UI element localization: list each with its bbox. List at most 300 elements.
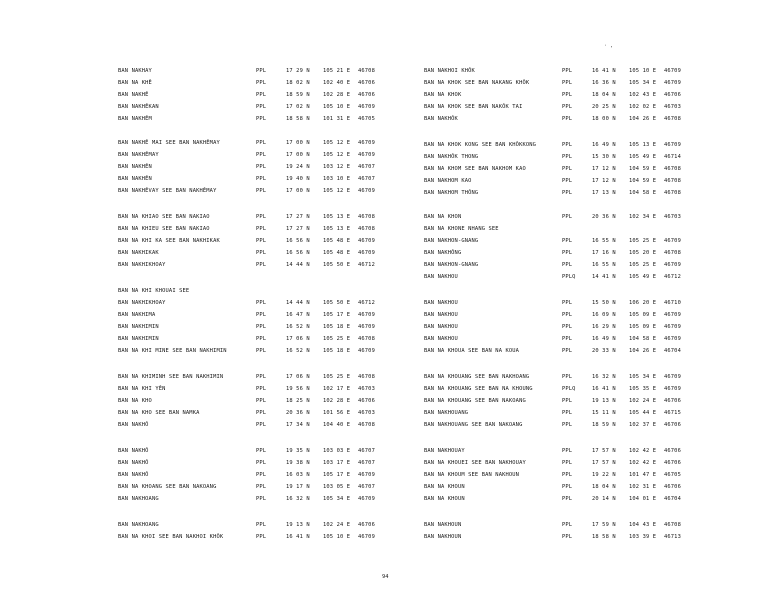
entry-lon: 104 43 E (629, 522, 657, 528)
entry-map: 46709 (358, 534, 375, 540)
entry-name: BAN NAKHOANG (118, 496, 159, 502)
entry-lon: 102 28 E (323, 398, 351, 404)
entry-name: BAN NAKHIKHOAY (118, 300, 166, 306)
entry-cls: PPL (562, 422, 573, 428)
entry-name: BAN NA KHI KA SEE BAN NAKHIKAK (118, 238, 220, 244)
entry-lat: 14 44 N (286, 300, 310, 306)
entry-cls: PPL (256, 422, 267, 428)
entry-map: 46708 (664, 522, 681, 528)
entry-map: 46708 (358, 374, 375, 380)
entry-map: 46708 (664, 190, 681, 196)
entry-cls: PPL (562, 496, 573, 502)
entry-lon: 104 58 E (629, 336, 657, 342)
entry-map: 46706 (358, 522, 375, 528)
entry-lat: 17 02 N (286, 104, 310, 110)
entry-lat: 15 11 N (592, 410, 616, 416)
corner-mark: · , (604, 43, 614, 49)
entry-lon: 104 59 E (629, 178, 657, 184)
entry-lat: 16 09 N (592, 312, 616, 318)
entry-name: BAN NA KHI KHOUAI SEE (118, 288, 190, 294)
entry-name: BAN NAKHÔ (118, 460, 149, 466)
entry-lon: 103 03 E (323, 448, 351, 454)
entry-cls: PPL (256, 164, 267, 170)
page-number: 94 (382, 574, 389, 580)
entry-lat: 16 49 N (592, 142, 616, 148)
entry-lon: 104 40 E (323, 422, 351, 428)
entry-name: BAN NA KHOANG SEE BAN NAKOANG (118, 484, 217, 490)
entry-map: 46709 (358, 104, 375, 110)
entry-map: 46709 (358, 250, 375, 256)
entry-cls: PPL (562, 116, 573, 122)
entry-lat: 18 59 N (286, 92, 310, 98)
entry-cls: PPL (256, 92, 267, 98)
entry-cls: PPL (256, 522, 267, 528)
entry-lon: 103 17 E (323, 460, 351, 466)
entry-lon: 105 12 E (323, 152, 351, 158)
entry-name: BAN NAKHÊMAY (118, 152, 159, 158)
entry-lat: 17 12 N (592, 166, 616, 172)
entry-lat: 19 38 N (286, 460, 310, 466)
entry-name: BAN NA KHI YÊN (118, 386, 166, 392)
entry-name: BAN NA KHOUEI SEE BAN NAKHOUAY (424, 460, 526, 466)
entry-lon: 102 34 E (629, 214, 657, 220)
entry-cls: PPL (562, 312, 573, 318)
entry-lat: 16 41 N (592, 68, 616, 74)
entry-name: BAN NA KHI MINE SEE BAN NAKHIMIN (118, 348, 227, 354)
entry-cls: PPL (562, 324, 573, 330)
entry-map: 46709 (664, 68, 681, 74)
entry-lon: 103 05 E (323, 484, 351, 490)
entry-cls: PPL (256, 152, 267, 158)
entry-lon: 105 13 E (629, 142, 657, 148)
entry-lat: 18 58 N (286, 116, 310, 122)
entry-name: BAN NAKHÊKAN (118, 104, 159, 110)
entry-cls: PPL (562, 92, 573, 98)
entry-cls: PPL (256, 484, 267, 490)
entry-cls: PPL (562, 410, 573, 416)
entry-name: BAN NAKHIKHOAY (118, 262, 166, 268)
entry-map: 46708 (664, 178, 681, 184)
entry-map: 46703 (358, 410, 375, 416)
entry-name: BAN NAKHON-GNANG (424, 262, 479, 268)
entry-lat: 14 44 N (286, 262, 310, 268)
entry-lat: 16 55 N (592, 262, 616, 268)
entry-map: 46709 (358, 472, 375, 478)
entry-name: BAN NA KHONE NHANG SEE (424, 226, 499, 232)
entry-lon: 104 59 E (629, 166, 657, 172)
entry-cls: PPL (256, 348, 267, 354)
entry-lon: 105 20 E (629, 250, 657, 256)
entry-lat: 16 32 N (592, 374, 616, 380)
entry-name: BAN NA KHOI SEE BAN NAKHOI KHÔK (118, 534, 224, 540)
entry-map: 46706 (664, 398, 681, 404)
entry-lon: 105 13 E (323, 226, 351, 232)
entry-lon: 105 10 E (323, 534, 351, 540)
entry-lon: 104 01 E (629, 496, 657, 502)
entry-cls: PPL (256, 116, 267, 122)
entry-name: BAN NAKHOUN (424, 534, 462, 540)
entry-name: BAN NA KHOUANG SEE BAN NA KHOUNG (424, 386, 533, 392)
entry-cls: PPL (562, 472, 573, 478)
entry-lat: 16 55 N (592, 238, 616, 244)
entry-cls: PPL (562, 262, 573, 268)
entry-lon: 104 58 E (629, 190, 657, 196)
entry-lon: 105 10 E (629, 68, 657, 74)
entry-lon: 105 12 E (323, 140, 351, 146)
entry-lon: 105 48 E (323, 238, 351, 244)
entry-map: 46708 (664, 250, 681, 256)
entry-lon: 105 25 E (629, 262, 657, 268)
entry-name: BAN NAKHOU (424, 336, 458, 342)
entry-lon: 105 21 E (323, 68, 351, 74)
entry-lon: 105 34 E (323, 496, 351, 502)
entry-lon: 105 25 E (323, 336, 351, 342)
entry-map: 46708 (358, 214, 375, 220)
entry-name: BAN NAKHÊN (118, 164, 152, 170)
entry-lon: 105 49 E (629, 154, 657, 160)
entry-lat: 14 41 N (592, 274, 616, 280)
entry-map: 46704 (664, 348, 681, 354)
entry-name: BAN NAKHÊ (118, 92, 149, 98)
entry-lat: 17 13 N (592, 190, 616, 196)
entry-lon: 105 17 E (323, 312, 351, 318)
entry-lat: 15 30 N (592, 154, 616, 160)
entry-lon: 105 50 E (323, 262, 351, 268)
entry-lat: 19 13 N (592, 398, 616, 404)
entry-cls: PPL (256, 534, 267, 540)
entry-lat: 16 49 N (592, 336, 616, 342)
entry-lat: 18 04 N (592, 484, 616, 490)
entry-lon: 102 40 E (323, 80, 351, 86)
entry-lat: 17 57 N (592, 460, 616, 466)
entry-name: BAN NAKHIMIN (118, 324, 159, 330)
entry-map: 46709 (358, 496, 375, 502)
entry-map: 46707 (358, 484, 375, 490)
entry-lon: 102 17 E (323, 386, 351, 392)
entry-lat: 17 00 N (286, 188, 310, 194)
entry-cls: PPL (256, 226, 267, 232)
entry-lat: 19 22 N (592, 472, 616, 478)
entry-lat: 18 25 N (286, 398, 310, 404)
entry-name: BAN NAKHIMA (118, 312, 156, 318)
entry-lat: 18 02 N (286, 80, 310, 86)
entry-map: 46712 (358, 262, 375, 268)
entry-cls: PPL (562, 178, 573, 184)
entry-cls: PPL (562, 142, 573, 148)
entry-lon: 105 49 E (629, 274, 657, 280)
entry-cls: PPL (256, 374, 267, 380)
entry-lat: 18 04 N (592, 92, 616, 98)
entry-map: 46708 (664, 166, 681, 172)
entry-lat: 17 29 N (286, 68, 310, 74)
entry-cls: PPL (562, 238, 573, 244)
entry-map: 46713 (664, 534, 681, 540)
entry-lon: 101 56 E (323, 410, 351, 416)
entry-map: 46708 (358, 336, 375, 342)
entry-lat: 19 35 N (286, 448, 310, 454)
entry-cls: PPL (256, 80, 267, 86)
entry-cls: PPL (256, 398, 267, 404)
entry-name: BAN NAKHÊ MAI SEE BAN NAKHÊMAY (118, 140, 220, 146)
entry-lon: 101 47 E (629, 472, 657, 478)
entry-lat: 17 00 N (286, 140, 310, 146)
entry-name: BAN NAKHÔ (118, 472, 149, 478)
entry-lat: 19 56 N (286, 386, 310, 392)
entry-cls: PPL (256, 472, 267, 478)
entry-lat: 16 41 N (592, 386, 616, 392)
entry-name: BAN NAKHOM KAO (424, 178, 472, 184)
entry-name: BAN NA KHIEU SEE BAN NAKIAO (118, 226, 210, 232)
entry-lat: 16 41 N (286, 534, 310, 540)
entry-name: BAN NA KHOUANG SEE BAN NAKHOANG (424, 374, 530, 380)
entry-cls: PPL (562, 484, 573, 490)
entry-cls: PPL (256, 300, 267, 306)
entry-name: BAN NAKHOU (424, 324, 458, 330)
entry-map: 46709 (664, 312, 681, 318)
entry-lat: 17 00 N (286, 152, 310, 158)
entry-map: 46705 (664, 472, 681, 478)
entry-lat: 20 33 N (592, 348, 616, 354)
entry-cls: PPL (562, 336, 573, 342)
entry-name: BAN NA KHO SEE BAN NAMKA (118, 410, 200, 416)
entry-lon: 102 28 E (323, 92, 351, 98)
entry-map: 46709 (358, 312, 375, 318)
entry-cls: PPL (562, 250, 573, 256)
entry-map: 46709 (664, 324, 681, 330)
entry-lat: 20 25 N (592, 104, 616, 110)
entry-cls: PPL (256, 386, 267, 392)
entry-cls: PPL (256, 214, 267, 220)
entry-cls: PPL (562, 460, 573, 466)
entry-lat: 15 50 N (592, 300, 616, 306)
entry-map: 46707 (358, 448, 375, 454)
entry-name: BAN NAKHOU (424, 274, 458, 280)
entry-name: BAN NAKHÊVAY SEE BAN NAKHÊMAY (118, 188, 217, 194)
entry-cls: PPL (256, 460, 267, 466)
entry-map: 46704 (664, 496, 681, 502)
entry-lon: 105 10 E (323, 104, 351, 110)
entry-lon: 105 25 E (323, 374, 351, 380)
entry-name: BAN NAKHOUAY (424, 448, 465, 454)
entry-cls: PPL (562, 374, 573, 380)
entry-lon: 105 12 E (323, 188, 351, 194)
entry-lon: 102 24 E (323, 522, 351, 528)
entry-cls: PPL (562, 348, 573, 354)
entry-name: BAN NAKHOU (424, 312, 458, 318)
entry-name: BAN NAKHOM THÔNG (424, 190, 479, 196)
entry-cls: PPL (256, 262, 267, 268)
entry-name: BAN NA KHOK SEE BAN NAKANG KHÔK (424, 80, 530, 86)
entry-cls: PPL (562, 300, 573, 306)
entry-map: 46705 (358, 116, 375, 122)
entry-name: BAN NAKHOUANG (424, 410, 469, 416)
entry-map: 46706 (358, 398, 375, 404)
entry-lon: 105 09 E (629, 312, 657, 318)
entry-map: 46709 (358, 152, 375, 158)
entry-lat: 16 52 N (286, 324, 310, 330)
entry-lon: 105 48 E (323, 250, 351, 256)
entry-name: BAN NAKHON-GNANG (424, 238, 479, 244)
entry-map: 46709 (664, 262, 681, 268)
entry-map: 46706 (664, 422, 681, 428)
entry-lat: 16 56 N (286, 250, 310, 256)
entry-cls: PPL (562, 154, 573, 160)
entry-map: 46703 (664, 214, 681, 220)
entry-cls: PPL (562, 104, 573, 110)
entry-map: 46715 (664, 410, 681, 416)
entry-name: BAN NAKHOU (424, 300, 458, 306)
entry-cls: PPL (256, 238, 267, 244)
entry-name: BAN NAKHÔ (118, 448, 149, 454)
entry-name: BAN NA KHIMINH SEE BAN NAKHIMIN (118, 374, 224, 380)
entry-map: 46707 (358, 176, 375, 182)
entry-name: BAN NA KHO (118, 398, 152, 404)
entry-lat: 19 17 N (286, 484, 310, 490)
entry-cls: PPL (256, 250, 267, 256)
entry-lat: 16 36 N (592, 80, 616, 86)
entry-name: BAN NA KHOUM SEE BAN NAKHOUN (424, 472, 520, 478)
entry-map: 46712 (664, 274, 681, 280)
entry-lon: 104 26 E (629, 348, 657, 354)
entry-lon: 105 17 E (323, 472, 351, 478)
entry-lon: 105 18 E (323, 348, 351, 354)
entry-lon: 102 43 E (629, 92, 657, 98)
entry-lon: 105 44 E (629, 410, 657, 416)
entry-map: 46703 (664, 104, 681, 110)
entry-cls: PPL (562, 448, 573, 454)
entry-cls: PPL (562, 80, 573, 86)
entry-map: 46709 (664, 80, 681, 86)
entry-name: BAN NA KHOK SEE BAN NAKÔK TAI (424, 104, 523, 110)
entry-lat: 17 12 N (592, 178, 616, 184)
entry-cls: PPL (256, 312, 267, 318)
entry-cls: PPL (256, 324, 267, 330)
entry-name: BAN NA KHOUA SEE BAN NA KOUA (424, 348, 520, 354)
entry-lat: 20 14 N (592, 496, 616, 502)
entry-lon: 105 18 E (323, 324, 351, 330)
entry-lat: 17 57 N (592, 448, 616, 454)
entry-cls: PPLQ (562, 386, 576, 392)
entry-lat: 19 13 N (286, 522, 310, 528)
entry-name: BAN NAKHOANG (118, 522, 159, 528)
entry-name: BAN NA KHOM SEE BAN NAKHOM KAO (424, 166, 526, 172)
entry-lat: 16 03 N (286, 472, 310, 478)
entry-map: 46707 (358, 164, 375, 170)
entry-cls: PPL (562, 190, 573, 196)
entry-name: BAN NAKHOUANG SEE BAN NAKOANG (424, 422, 523, 428)
entry-lon: 105 25 E (629, 238, 657, 244)
entry-name: BAN NAKHIMIN (118, 336, 159, 342)
entry-cls: PPL (562, 534, 573, 540)
entry-lon: 101 31 E (323, 116, 351, 122)
entry-lat: 18 58 N (592, 534, 616, 540)
entry-lat: 18 00 N (592, 116, 616, 122)
entry-map: 46709 (358, 188, 375, 194)
entry-lon: 105 13 E (323, 214, 351, 220)
entry-name: BAN NA KHON (424, 214, 462, 220)
entry-lat: 16 52 N (286, 348, 310, 354)
entry-name: BAN NAKHOUN (424, 522, 462, 528)
entry-name: BAN NA KHOK (424, 92, 462, 98)
entry-lon: 104 26 E (629, 116, 657, 122)
entry-cls: PPL (256, 188, 267, 194)
entry-lon: 105 09 E (629, 324, 657, 330)
entry-map: 46709 (664, 336, 681, 342)
entry-lat: 17 34 N (286, 422, 310, 428)
entry-name: BAN NAKHÔK (424, 116, 458, 122)
entry-lon: 103 10 E (323, 176, 351, 182)
entry-name: BAN NAKHIKAK (118, 250, 159, 256)
entry-lat: 17 06 N (286, 336, 310, 342)
entry-map: 46706 (664, 484, 681, 490)
entry-lon: 105 34 E (629, 80, 657, 86)
entry-map: 46709 (664, 238, 681, 244)
entry-map: 46706 (358, 80, 375, 86)
entry-cls: PPL (256, 140, 267, 146)
entry-lon: 103 39 E (629, 534, 657, 540)
entry-map: 46709 (664, 374, 681, 380)
entry-name: BAN NAKHÊM (118, 116, 152, 122)
entry-lon: 102 31 E (629, 484, 657, 490)
entry-lat: 16 47 N (286, 312, 310, 318)
entry-map: 46712 (358, 300, 375, 306)
entry-map: 46708 (358, 422, 375, 428)
entry-map: 46709 (358, 140, 375, 146)
entry-map: 46708 (664, 116, 681, 122)
entry-lon: 102 42 E (629, 448, 657, 454)
entry-map: 46706 (664, 92, 681, 98)
entry-map: 46709 (664, 386, 681, 392)
entry-cls: PPL (562, 68, 573, 74)
entry-cls: PPL (256, 336, 267, 342)
entry-lon: 105 35 E (629, 386, 657, 392)
entry-lon: 105 34 E (629, 374, 657, 380)
entry-map: 46707 (358, 460, 375, 466)
entry-cls: PPL (562, 214, 573, 220)
entry-name: BAN NAKHÔ (118, 422, 149, 428)
entry-name: BAN NA KHIAO SEE BAN NAKIAO (118, 214, 210, 220)
entry-name: BAN NAKHOI KHÔK (424, 68, 475, 74)
entry-map: 46706 (664, 448, 681, 454)
entry-lat: 17 06 N (286, 374, 310, 380)
entry-name: BAN NA KHOUANG SEE BAN NAKOANG (424, 398, 526, 404)
entry-cls: PPLQ (562, 274, 576, 280)
entry-name: BAN NA KHÊ (118, 80, 152, 86)
entry-name: BAN NA KHOK KONG SEE BAN KHÔKKONG (424, 142, 537, 148)
entry-cls: PPL (256, 104, 267, 110)
entry-lat: 19 40 N (286, 176, 310, 182)
entry-lon: 102 42 E (629, 460, 657, 466)
entry-name: BAN NAKHAY (118, 68, 152, 74)
entry-lat: 17 59 N (592, 522, 616, 528)
entry-map: 46706 (358, 92, 375, 98)
entry-name: BAN NAKHÔK THONG (424, 154, 479, 160)
entry-cls: PPL (562, 522, 573, 528)
entry-map: 46703 (358, 386, 375, 392)
entry-lat: 17 27 N (286, 214, 310, 220)
entry-name: BAN NAKHÊN (118, 176, 152, 182)
entry-lon: 102 02 E (629, 104, 657, 110)
entry-map: 46709 (358, 324, 375, 330)
entry-name: BAN NAKHÔNG (424, 250, 462, 256)
entry-lon: 105 50 E (323, 300, 351, 306)
entry-map: 46709 (358, 348, 375, 354)
entry-map: 46708 (358, 68, 375, 74)
entry-map: 46709 (358, 238, 375, 244)
entry-cls: PPL (256, 448, 267, 454)
entry-cls: PPL (562, 166, 573, 172)
entry-cls: PPL (256, 496, 267, 502)
